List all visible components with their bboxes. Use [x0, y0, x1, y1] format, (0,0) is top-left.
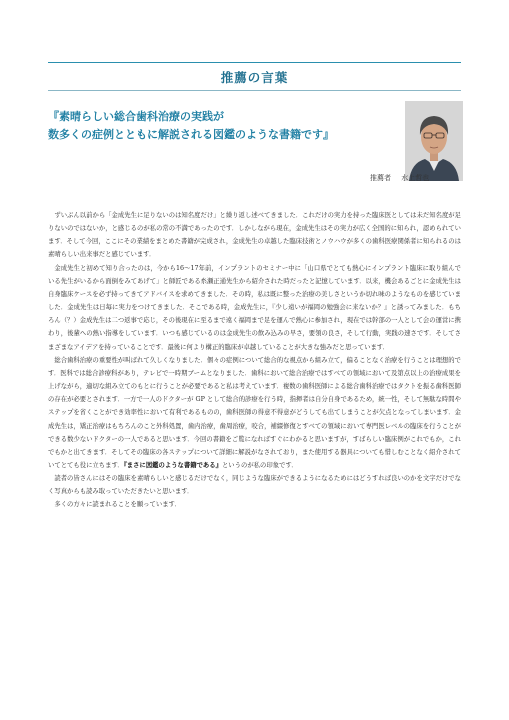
recommendation-headline [48, 108, 378, 144]
paragraph-2: 金成先生と初めて知り合ったのは，今から16～17年前，インプラントのセミナー中に「山口県でとても熱心にインプラント臨床に取り組んでいる先生がいるから面倒をみてあげて」と師匠である糸瀬正通先生から紹介された時だったと記憶しています．以来，機会あるごとに金成先生は自身臨床ケースを必ず持ってきてアドバイスを求めてきました．その時，私は既に整った治療の美しさというか切れ味のようなものを感じていました．金成先生は日毎に実力をつけてきました．そこである時，金成先生に，『少し遠いが福岡の勉強会に来ないか？』と誘ってみました．もちろん（？）金成先生は二つ返事で応じ，その後現在に至るまで遠く福岡まで足を運んで熱心に参加され，現在では幹部の一人として会の運営に携わり，後輩への熱い指導をしています．いつも感じているのは金成先生の飲み込みの早さ，要領の良さ，そして行動，実践の速さです．そしてさまざまなアイデアを持っていることです．最後に何より構正的臨床が卓越していることが大きな強みだと思っています． [48, 264, 461, 351]
header-bottom-rule [48, 90, 461, 91]
paragraph-4: 読者の皆さんにはその臨床を素晴らしいと感じるだけでなく，同じような臨床ができるようになるためにはどうすれば良いのかを文字だけでなく写真からも読み取っていただきたいと思います． [48, 475, 461, 496]
page-title: 推薦の言葉 [220, 70, 289, 85]
headline-line-1: 『素晴らしい総合歯科治療の実践が [48, 110, 224, 123]
body-text [48, 209, 461, 512]
paragraph-1: ずいぶん以前から「金成先生に足りないのは知名度だけ」と繰り返し述べてきました．これだけの実力を持った臨床医としては未だ知名度が足りないのではないか，と感じるのが私の常の不満であったのです．しかしながら現在，金成先生はその実力が広く全国的に知られ，認められています．そして今回，ここにその業績をまとめた書籍が完成され，金成先生の卓越した臨床技術とノウハウが多くの歯科医療関係者に知られるのは素晴らしい出来事だと感じています． [48, 212, 461, 259]
paragraph-3-text: 総合歯科治療の重要性が叫ばれて久しくなりました．個々の症例について総合的な視点から組み立て，偏ることなく治療を行うことは理想的です．医科では総合診療科があり，テレビで一時期ブームとなりました．歯科において総合治療ではすべての領域において及第点以上の治療成果を上げながら，適切な組み立てのもとに行うことが必要であると私は考えています．複数の歯科医師による総合歯科治療ではタクトを振る歯科医師の存在が必要とされます．一方で一人のドクターが GP として総合的診療を行う時，指揮者は自分自身であるため，統一性，そして無駄な時間やステップを省くことができ効率性において有利であるものの，歯科医師の得意不得意がどうしても出てしまうことが欠点となってしまいます．金成先生は，矯正治療はもちろんのこと外科処置，歯内治療，歯周治療，咬合，補綴修復とすべての領域において専門医レベルの臨床を行うことができる数少ないドクターの一人であると思います．今回の書籍をご覧になればすぐにわかると思いますが，すばらしい臨床例がこれでもか，これでもかと出てきます．そしてその臨床の各ステップについて詳細に解説がなされており，また使用する器具についても惜しむことなく紹介されていてとても役に立ちます． [48, 356, 461, 469]
paragraph-5: 多くの方々に読まれることを願っています． [54, 501, 181, 509]
recommender-byline [370, 173, 429, 183]
paragraph-3-tail: というのが私の印象です． [221, 461, 298, 469]
recommender-name: 水上哲也 [401, 174, 430, 182]
headline-line-2: 数多くの症例とともに解説される図鑑のような書籍です』 [48, 128, 334, 141]
paragraph-3 [48, 354, 461, 472]
author-photo [405, 101, 463, 181]
header-top-rule [48, 62, 461, 63]
paragraph-3-emphasis: 『まさに図鑑のような書籍である』 [123, 461, 222, 469]
recommender-role: 推薦者 [370, 174, 391, 182]
